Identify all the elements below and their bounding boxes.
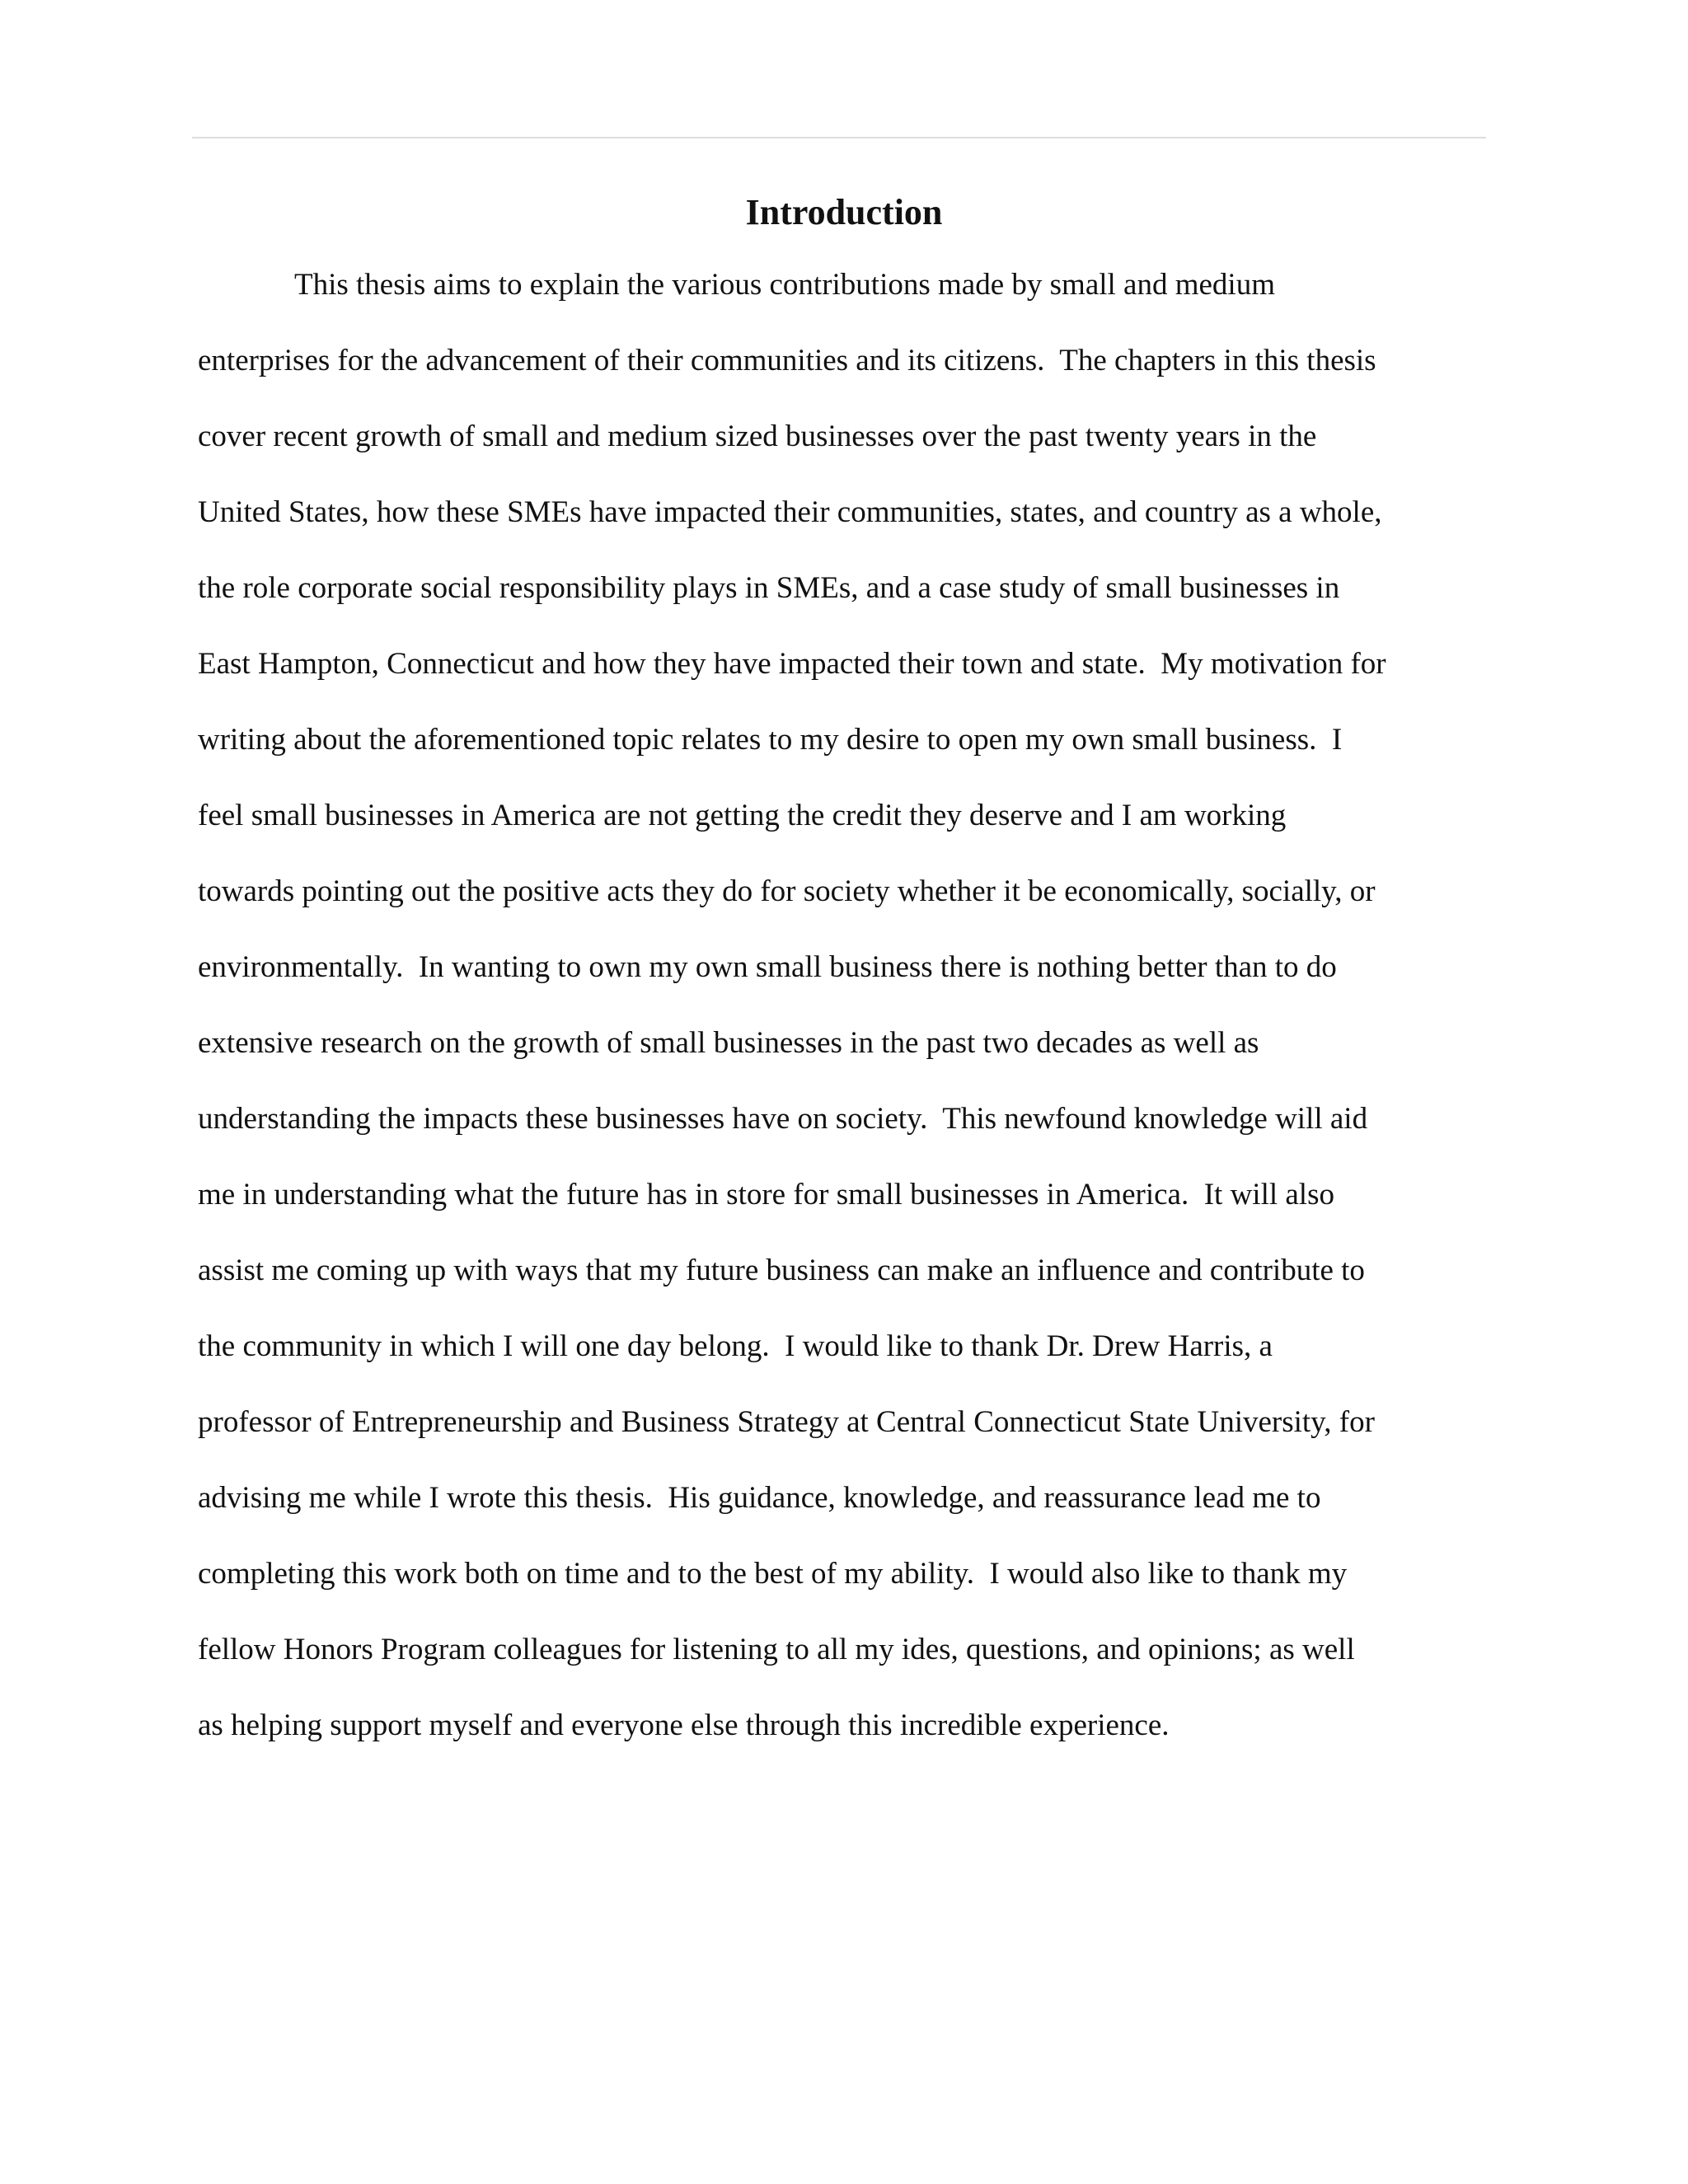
paragraph-line: feel small businesses in America are not getting the credit they deserve and I am working (198, 799, 1287, 832)
paragraph-line: cover recent growth of small and medium sized businesses over the past twenty years in the (198, 419, 1317, 453)
paragraph-line: me in understanding what the future has in store for small businesses in America. It will also (198, 1178, 1334, 1212)
page-title: Introduction (745, 192, 943, 232)
paragraph-line: completing this work both on time and to the best of my ability. I would also like to thank my (198, 1557, 1348, 1591)
paragraph-line: This thesis aims to explain the various contributions made by small and medium (294, 268, 1275, 302)
paragraph-line: towards pointing out the positive acts they do for society whether it be economically, socially, or (198, 874, 1376, 908)
paragraph-line: writing about the aforementioned topic relates to my desire to open my own small business. I (198, 723, 1343, 757)
paragraph-line: as helping support myself and everyone else through this incredible experience. (198, 1708, 1170, 1742)
paragraph-line: assist me coming up with ways that my future business can make an influence and contribute to (198, 1254, 1365, 1287)
paragraph-line: the community in which I will one day belong. I would like to thank Dr. Drew Harris, a (198, 1329, 1273, 1363)
paragraph-line: extensive research on the growth of small businesses in the past two decades as well as (198, 1026, 1259, 1060)
paragraph-line: understanding the impacts these businesses have on society. This newfound knowledge will aid (198, 1102, 1368, 1136)
header-rule (192, 137, 1486, 138)
paragraph-line: East Hampton, Connecticut and how they have impacted their town and state. My motivation for (198, 647, 1386, 681)
paragraph-line: enterprises for the advancement of their communities and its citizens. The chapters in this thesis (198, 344, 1376, 377)
paragraph-line: professor of Entrepreneurship and Business Strategy at Central Connecticut State University, for (198, 1405, 1375, 1439)
paragraph-line: advising me while I wrote this thesis. His guidance, knowledge, and reassurance lead me to (198, 1481, 1321, 1515)
paragraph-line: the role corporate social responsibility plays in SMEs, and a case study of small businesses in (198, 571, 1340, 605)
paragraph-line: United States, how these SMEs have impacted their communities, states, and country as a whole, (198, 495, 1382, 529)
paragraph-line: fellow Honors Program colleagues for listening to all my ides, questions, and opinions; as well (198, 1633, 1355, 1666)
paragraph-line: environmentally. In wanting to own my own small business there is nothing better than to do (198, 950, 1337, 984)
